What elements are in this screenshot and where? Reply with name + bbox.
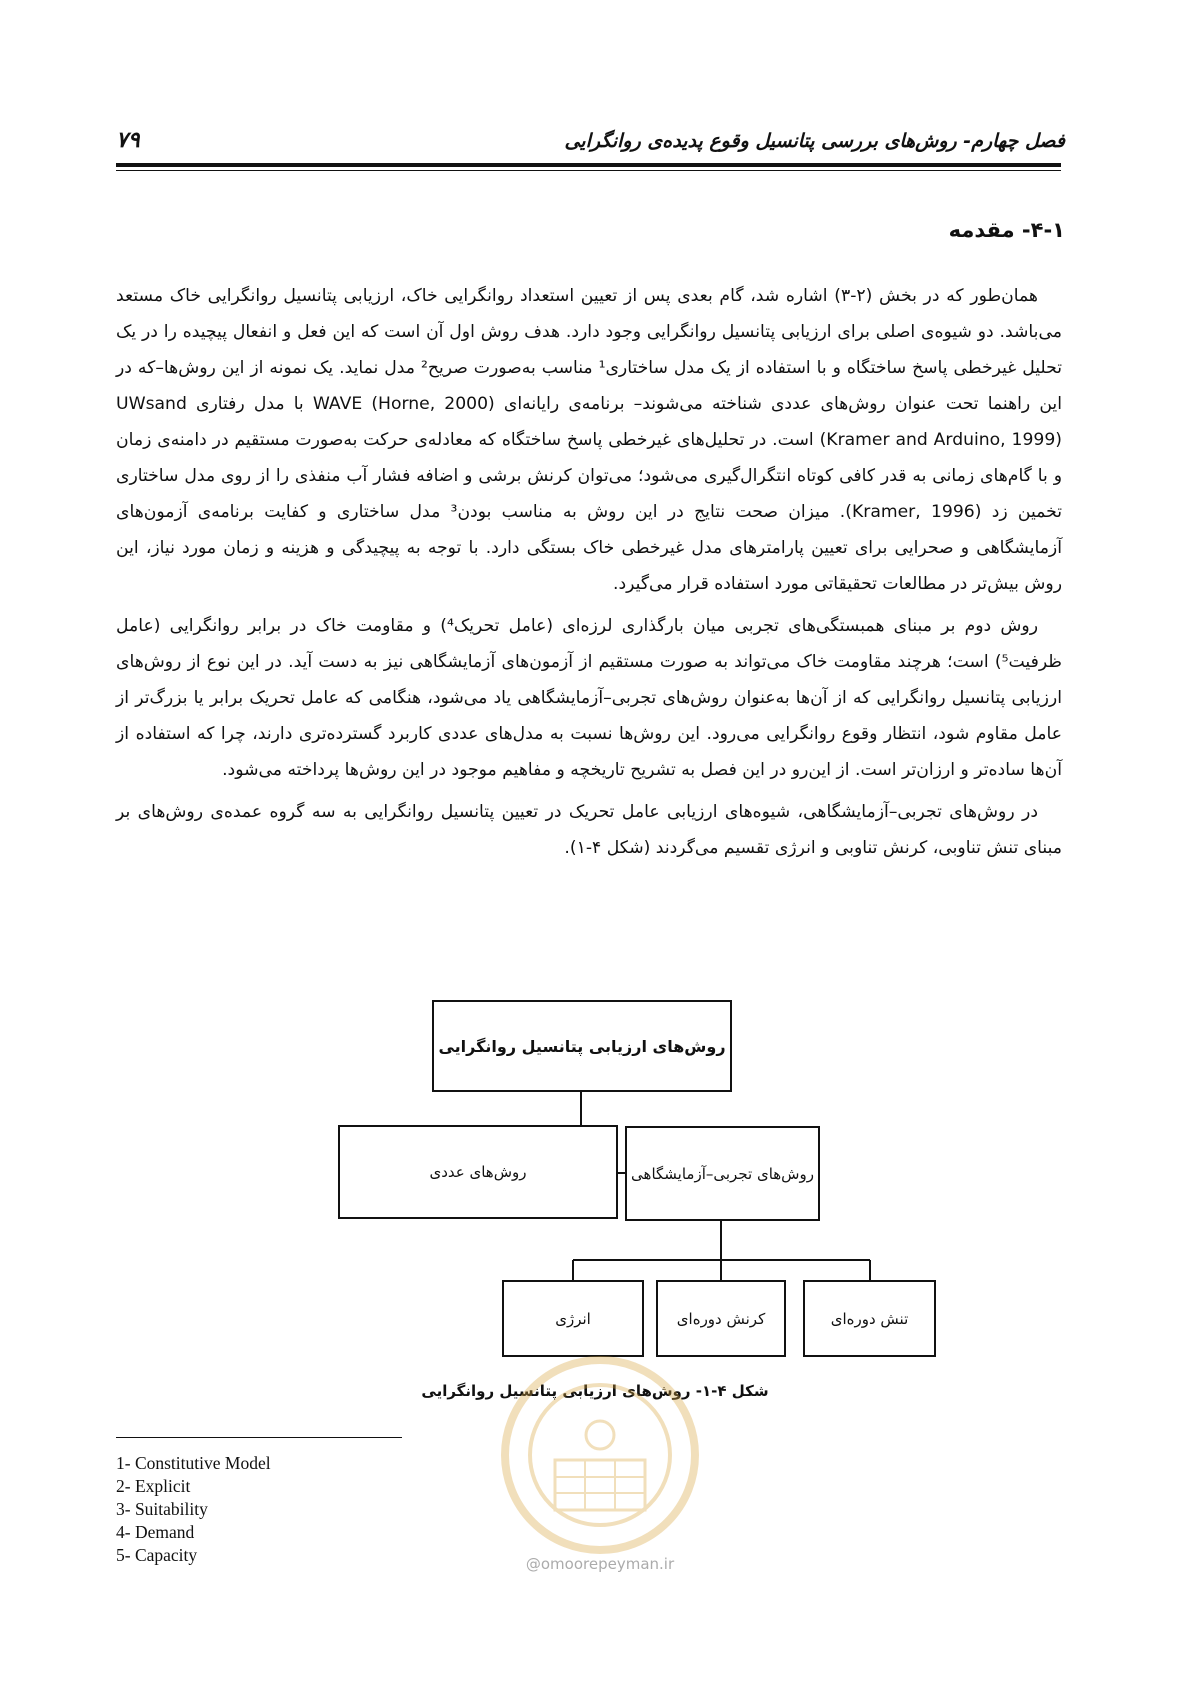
header-rule-thin [116, 170, 1061, 171]
diagram-stress-box: تنش دوره‌ای [803, 1280, 936, 1357]
page-number: ۷۹ [116, 128, 140, 153]
paragraph-2: روش دوم بر مبنای همبستگی‌های تجربی میان بارگذاری لرزه‌ای (عامل تحریک⁴) و مقاومت خاک در برابر روانگرایی (عامل ظرفیت⁵) است؛ هرچند مقاومت خاک می‌تواند به صورت مستقیم از آزمون‌های آزمایشگاهی نیز به دست آید. در این نوع از روش‌های ارزیابی پتانسیل روانگرایی که از آن‌ها به‌عنوان روش‌های تجربی–آزمایشگاهی یاد می‌شود، هنگامی که عامل تحریک برابر یا بزرگ‌تر از عامل مقاوم شود، انتظار وقوع روانگرایی می‌رود. این روش‌ها نسبت به مدل‌های عددی کاربرد گسترده‌تری دارند، چرا که استفاده از آن‌ها ساده‌تر و ارزان‌تر است. از این‌رو در این فصل به تشریح تاریخچه و مفاهیم موجود در این روش‌ها پرداخته می‌شود. [116, 616, 1062, 780]
watermark-seal-icon [480, 1340, 720, 1560]
header-rule-thick [116, 163, 1061, 167]
footnote-rule [116, 1437, 402, 1438]
figure-caption: شکل ۴-۱- روش‌های ارزیابی پتانسیل روانگرایی [421, 1382, 769, 1400]
diagram-empirical-box: روش‌های تجربی–آزمایشگاهی [625, 1126, 820, 1221]
watermark-text: @omoorepeyman.ir [525, 1555, 675, 1573]
footnote-item: 2- Explicit [116, 1476, 191, 1496]
footnote-item: 5- Capacity [116, 1545, 198, 1565]
diagram-numerical-box: روش‌های عددی [338, 1125, 618, 1219]
diagram-strain-box: کرنش دوره‌ای [656, 1280, 786, 1357]
section-heading: ۴-۱- مقدمه [948, 218, 1065, 242]
paragraph-3: در روش‌های تجربی–آزمایشگاهی، شیوه‌های ارزیابی عامل تحریک در تعیین پتانسیل روانگرایی به سه گروه عمده‌ی روش‌های بر مبنای تنش تناوبی، کرنش تناوبی و انرژی تقسیم می‌گردند (شکل ۴-۱). [116, 802, 1062, 858]
diagram-root-box: روش‌های ارزیابی پتانسیل روانگرایی [432, 1000, 732, 1092]
diagram-energy-box: انرژی [502, 1280, 644, 1357]
body-text [116, 278, 1062, 872]
footnote-item: 1- Constitutive Model [116, 1453, 271, 1473]
footnote-item: 3- Suitability [116, 1499, 208, 1519]
footnote-item: 4- Demand [116, 1522, 195, 1542]
running-header: فصل چهارم- روش‌های بررسی پتانسیل وقوع پدیده‌ی روانگرایی [564, 130, 1065, 152]
footnotes [116, 1452, 271, 1567]
paragraph-1: همان‌طور که در بخش (۲-۳) اشاره شد، گام بعدی پس از تعیین استعداد روانگرایی خاک، ارزیابی پتانسیل روانگرایی خاک مستعد می‌باشد. دو شیوه‌ی اصلی برای ارزیابی پتانسیل روانگرایی وجود دارد. هدف روش اول آن است که این فعل و انفعال پیچیده را در یک تحلیل غیرخطی پاسخ ساختگاه و با استفاده از یک مدل ساختاری¹ مناسب به‌صورت صریح² مدل نماید. یک نمونه از این روش‌ها–که در این راهنما تحت عنوان روش‌های عددی شناخته می‌شوند– برنامه‌ی رایانه‌ای WAVE (Horne, 2000) با مدل رفتاری UWsand (Kramer and Arduino, 1999) است. در تحلیل‌های غیرخطی پاسخ ساختگاه که معادله‌ی حرکت به‌صورت مستقیم در دامنه‌ی زمان و با گام‌های زمانی به قدر کافی کوتاه انتگرال‌گیری می‌شود؛ می‌توان کرنش برشی و اضافه فشار آب منفذی را از روی مدل ساختاری تخمین زد (Kramer, 1996). میزان صحت نتایج در این روش به مناسب بودن³ مدل ساختاری و کفایت برنامه‌ی آزمون‌های آزمایشگاهی و صحرایی برای تعیین پارامترهای مدل غیرخطی خاک بستگی دارد. با توجه به پیچیدگی و هزینه و زمان مورد نیاز، این روش بیش‌تر در مطالعات تحقیقاتی مورد استفاده قرار می‌گیرد. [116, 286, 1063, 594]
